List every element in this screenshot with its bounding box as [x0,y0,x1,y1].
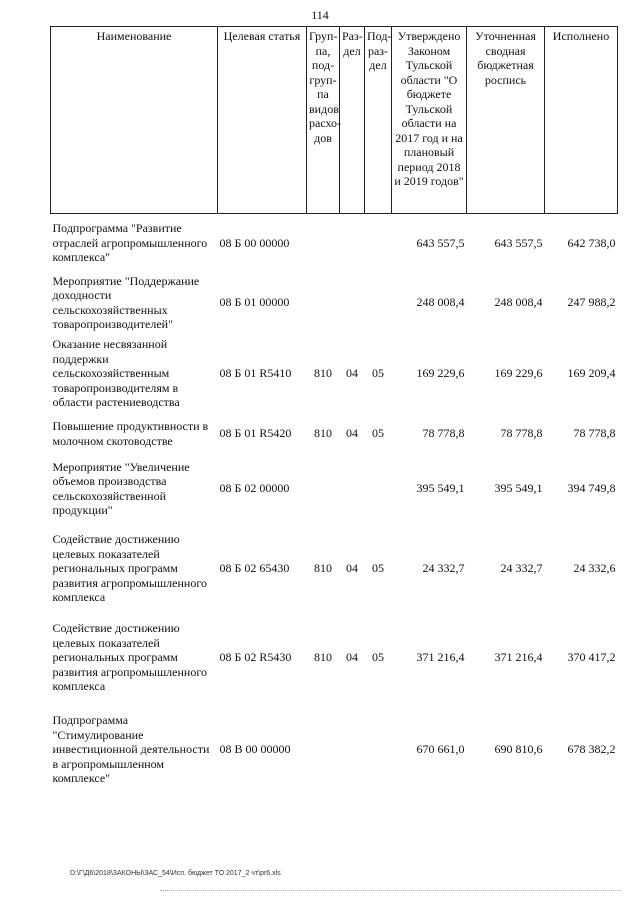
row-revised: 169 229,6 [494,366,543,381]
row-section: 04 [346,561,358,576]
row-subsection: 05 [372,650,384,665]
row-revised: 643 557,5 [494,235,543,250]
row-group [307,214,340,272]
header-name: Наименование [51,27,218,214]
row-code: 08 Б 01 R5420 [219,426,292,441]
row-group [307,272,340,334]
table-row [51,614,618,702]
table-row [51,524,618,614]
row-section: 04 [346,366,358,381]
table-row [51,272,618,334]
row-executed: 78 778,8 [573,426,616,441]
row-subsection: 05 [372,426,384,441]
row-subsection: 05 [372,561,384,576]
row-executed: 678 382,2 [567,742,616,757]
row-revised: 371 216,4 [494,650,543,665]
row-section [340,214,365,272]
header-revised: Уточненная сводная бюджетная роспись [467,27,545,214]
row-executed: 370 417,2 [567,650,616,665]
row-approved: 169 229,6 [416,366,465,381]
header-executed: Исполнено [545,27,618,214]
row-group: 810 [314,650,332,665]
row-subsection [365,702,392,798]
page-number: 114 [311,8,329,22]
row-name: Оказание несвязанной поддержки сельскохозяйственным товаропроизводителям в области растениеводства [52,337,180,410]
row-name: Повышение продуктивности в молочном скотоводстве [52,419,209,448]
table-row [51,702,618,798]
table-row [51,414,618,454]
row-code: 08 Б 02 65430 [219,561,290,576]
row-code: 08 Б 01 R5410 [219,366,292,381]
row-revised: 248 008,4 [494,295,543,310]
row-section [340,702,365,798]
row-subsection [365,214,392,272]
row-subsection: 05 [372,366,384,381]
row-section: 04 [346,650,358,665]
row-group: 810 [314,561,332,576]
row-code: 08 Б 00 00000 [219,235,290,250]
row-name: Подпрограмма "Развитие отраслей агропромышленного комплекса" [52,221,208,264]
row-section [340,272,365,334]
row-group: 810 [314,426,332,441]
page-bottom-divider [160,890,620,891]
row-group: 810 [314,366,332,381]
table-row [51,454,618,524]
row-group [307,454,340,524]
row-name: Подпрограмма "Стимулирование инвестиционной деятельности в агропромышленном комплексе" [52,713,210,786]
row-revised: 78 778,8 [500,426,543,441]
row-name: Содействие достижению целевых показателей региональных программ развития агропромышленного комплекса [52,532,207,605]
row-approved: 78 778,8 [422,426,465,441]
table-row [51,334,618,414]
header-approved: Утверждено Законом Тульской области "О бюджете Тульской области на 2017 год и на плановый период 2018 и 2019 годов" [392,27,467,214]
row-revised: 690 810,6 [494,742,543,757]
row-name: Содействие достижению целевых показателей региональных программ развития агропромышленного комплекса [52,621,207,694]
row-name: Мероприятие "Увеличение объемов производства сельскохозяйственной продукции" [52,459,190,517]
row-approved: 371 216,4 [416,650,465,665]
row-section: 04 [346,426,358,441]
row-executed: 247 988,2 [567,295,616,310]
header-group: Груп-па, под-груп-па видов расхо-дов [307,27,340,214]
header-section: Раз-дел [340,27,365,214]
row-section [340,454,365,524]
row-approved: 248 008,4 [416,295,465,310]
table-row [51,214,618,272]
header-row [51,27,618,214]
row-executed: 642 738,0 [567,235,616,250]
row-subsection [365,272,392,334]
row-group [307,702,340,798]
row-executed: 169 209,4 [567,366,616,381]
row-code: 08 Б 02 R5430 [219,650,292,665]
header-target: Целевая статья [218,27,307,214]
row-approved: 670 661,0 [416,742,465,757]
row-code: 08 В 00 00000 [219,742,291,757]
row-executed: 394 749,8 [567,481,616,496]
header-subsection: Под-раз-дел [365,27,392,214]
row-approved: 24 332,7 [422,561,465,576]
row-executed: 24 332,6 [573,561,616,576]
row-revised: 24 332,7 [500,561,543,576]
row-name: Мероприятие "Поддержание доходности сельскохозяйственных товаропроизводителей" [52,273,200,331]
budget-table [50,26,618,798]
footer-file-path: D:\Г\Д6\2018\ЗАКОНЫ\ЗАС_54\Исп. бюджет ТО 2017_2 чт\pr6.xls [70,870,281,877]
row-revised: 395 549,1 [494,481,543,496]
row-subsection [365,454,392,524]
row-code: 08 Б 02 00000 [219,481,290,496]
row-code: 08 Б 01 00000 [219,295,290,310]
row-approved: 395 549,1 [416,481,465,496]
row-approved: 643 557,5 [416,235,465,250]
